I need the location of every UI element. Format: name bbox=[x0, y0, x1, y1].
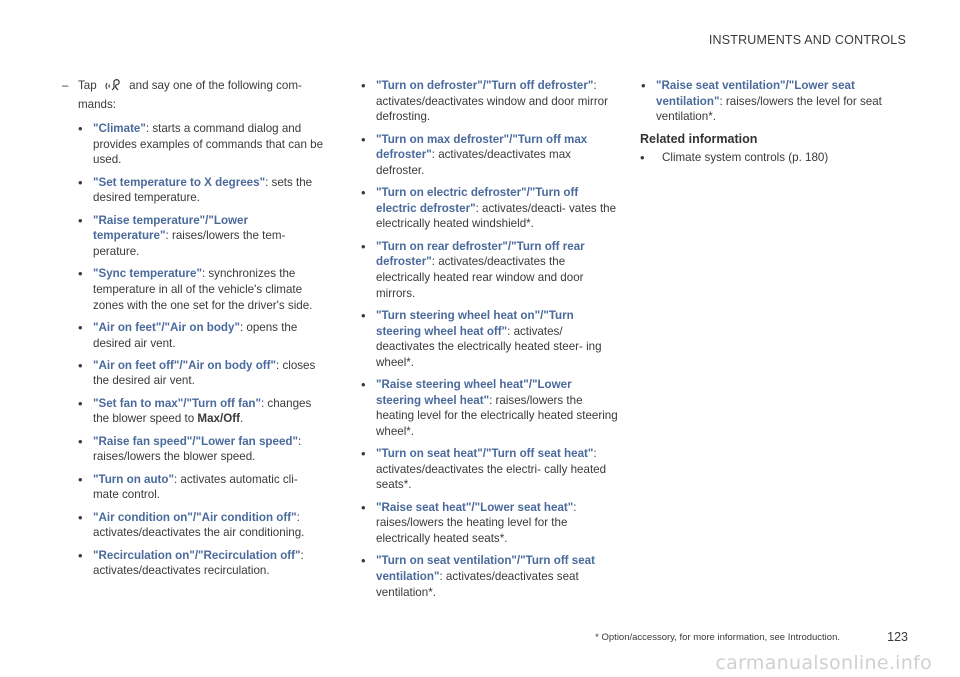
command-item bbox=[77, 472, 326, 503]
column-left bbox=[64, 78, 326, 586]
command-item bbox=[77, 434, 326, 465]
command-description: : sets the desired temperature. bbox=[93, 175, 313, 205]
voice-command: "Raise temperature"/"Lower temperature" bbox=[93, 213, 249, 243]
command-description: : activates/deactivates max defroster. bbox=[376, 148, 571, 177]
command-item bbox=[77, 510, 326, 541]
command-item bbox=[360, 500, 618, 547]
bullet-marker: • bbox=[78, 212, 83, 228]
bullet-marker: • bbox=[361, 553, 366, 569]
bullet-marker: • bbox=[78, 471, 83, 487]
command-item bbox=[360, 377, 618, 439]
voice-command: "Turn on rear defroster"/"Turn off rear defroster" bbox=[376, 239, 585, 269]
bullet-marker: • bbox=[78, 509, 83, 525]
voice-command: "Air on feet off"/"Air on body off" bbox=[93, 358, 276, 372]
footnote: * Option/accessory, for more information, see Introduction. bbox=[595, 632, 840, 643]
command-item bbox=[77, 121, 326, 168]
voice-command: "Sync temperature" bbox=[93, 267, 202, 281]
command-item bbox=[640, 78, 902, 125]
command-item bbox=[360, 308, 618, 370]
command-description: : starts a command dialog and provides examples of commands that can be used. bbox=[93, 122, 324, 167]
voice-command: "Raise seat heat"/"Lower seat heat" bbox=[376, 500, 574, 514]
command-description: : activates/deactivates the electrically heated rear window and door mirrors. bbox=[376, 255, 584, 300]
related-information-heading: Related information bbox=[640, 131, 758, 146]
command-item bbox=[360, 553, 618, 600]
bullet-marker: • bbox=[78, 395, 83, 411]
command-item bbox=[77, 358, 326, 389]
command-list-left bbox=[64, 121, 326, 579]
bullet-marker: • bbox=[78, 547, 83, 563]
bullet-marker: • bbox=[641, 78, 646, 93]
command-description-tail: . bbox=[239, 412, 244, 426]
bullet-marker: • bbox=[361, 377, 366, 393]
voice-control-icon bbox=[104, 78, 122, 97]
command-item bbox=[77, 213, 326, 260]
voice-command: "Air condition on"/"Air condition off" bbox=[93, 510, 297, 524]
bullet-marker: • bbox=[361, 238, 366, 254]
command-description: : activates/deactivates seat ventilation*. bbox=[376, 570, 579, 599]
command-item bbox=[360, 446, 618, 493]
command-description: : raises/lowers the tem- perature. bbox=[93, 229, 286, 258]
voice-command: "Turn on auto" bbox=[93, 472, 174, 486]
related-link-text[interactable]: Climate system controls (p. 180) bbox=[662, 151, 829, 165]
command-item bbox=[77, 548, 326, 579]
dash-marker: – bbox=[62, 79, 69, 92]
command-list-middle bbox=[360, 78, 618, 600]
bullet-marker: • bbox=[78, 121, 83, 137]
bullet-marker: • bbox=[640, 150, 645, 166]
command-item bbox=[360, 78, 618, 125]
voice-command: "Turn steering wheel heat on"/"Turn steering wheel heat off" bbox=[376, 308, 574, 338]
command-description: : activates/ deactivates the electrically heated steer- ing wheel*. bbox=[376, 324, 602, 369]
bullet-marker: • bbox=[78, 266, 83, 282]
command-description: : closes the desired air vent. bbox=[93, 358, 316, 388]
voice-command: "Raise fan speed"/"Lower fan speed" bbox=[93, 434, 298, 448]
command-item bbox=[77, 320, 326, 351]
command-description: : changes the blower speed to bbox=[93, 396, 312, 426]
page-header-title: INSTRUMENTS AND CONTROLS bbox=[708, 33, 906, 47]
command-item bbox=[77, 396, 326, 427]
voice-command: "Turn on seat ventilation"/"Turn off seat ventilation" bbox=[376, 554, 595, 583]
voice-command: "Air on feet"/"Air on body" bbox=[93, 320, 240, 334]
bullet-marker: • bbox=[361, 78, 366, 93]
command-description: : synchronizes the temperature in all of the vehicle's climate zones with the one set for the driver's side. bbox=[93, 267, 313, 312]
page-number: 123 bbox=[887, 630, 908, 644]
watermark: carmanualsonline.info bbox=[715, 652, 932, 674]
bullet-marker: • bbox=[361, 307, 366, 323]
intro-paragraph bbox=[64, 78, 326, 112]
voice-command: "Recirculation on"/"Recirculation off" bbox=[93, 548, 301, 562]
bullet-marker: • bbox=[361, 131, 366, 147]
command-item bbox=[360, 239, 618, 301]
bullet-marker: • bbox=[361, 185, 366, 201]
setting-value: Max/Off bbox=[197, 412, 240, 426]
voice-command: "Climate" bbox=[93, 122, 146, 136]
column-middle bbox=[360, 78, 618, 607]
voice-command: "Turn on electric defroster"/"Turn off electric defroster" bbox=[376, 186, 579, 215]
voice-command: "Turn on seat heat"/"Turn off seat heat" bbox=[376, 447, 594, 461]
bullet-marker: • bbox=[361, 446, 366, 462]
command-description: : raises/lowers the heating level for the electrically heated seats*. bbox=[376, 500, 577, 546]
bullet-marker: • bbox=[78, 319, 83, 335]
voice-command: "Set fan to max"/"Turn off fan" bbox=[93, 396, 261, 410]
bullet-marker: • bbox=[78, 357, 83, 373]
bullet-marker: • bbox=[78, 174, 83, 190]
command-description: : raises/lowers the heating level for the electrically heated steering wheel*. bbox=[376, 393, 618, 438]
command-description: : activates/deactivates recirculation. bbox=[93, 548, 304, 578]
intro-before: Tap bbox=[78, 79, 97, 92]
command-description: : activates/deacti- vates the electrically heated windshield*. bbox=[376, 201, 617, 231]
command-description: : activates automatic cli- mate control. bbox=[93, 472, 298, 502]
intro-after: and say one of the following com- mands: bbox=[78, 79, 302, 111]
command-description: : activates/deactivates the electri- cally heated seats*. bbox=[376, 447, 607, 492]
voice-command: "Raise seat ventilation"/"Lower seat ventilation" bbox=[656, 79, 855, 108]
command-list-right bbox=[640, 78, 902, 125]
command-item bbox=[360, 132, 618, 179]
related-link[interactable] bbox=[640, 150, 902, 166]
command-description: : raises/lowers the level for seat ventilation*. bbox=[656, 94, 882, 124]
command-description: : raises/lowers the blower speed. bbox=[93, 434, 302, 464]
bullet-marker: • bbox=[361, 499, 366, 515]
command-item bbox=[360, 185, 618, 232]
command-description: : opens the desired air vent. bbox=[93, 320, 298, 350]
command-description: : activates/deactivates window and door mirror defrosting. bbox=[376, 79, 608, 124]
command-description: : activates/deactivates the air conditioning. bbox=[93, 510, 305, 540]
column-right bbox=[640, 78, 902, 166]
command-item bbox=[77, 175, 326, 206]
voice-command: "Raise steering wheel heat"/"Lower steering wheel heat" bbox=[376, 378, 572, 407]
bullet-marker: • bbox=[78, 433, 83, 449]
voice-command: "Set temperature to X degrees" bbox=[93, 175, 266, 189]
voice-command: "Turn on max defroster"/"Turn off max defroster" bbox=[376, 132, 588, 162]
command-item bbox=[77, 266, 326, 313]
voice-command: "Turn on defroster"/"Turn off defroster" bbox=[376, 79, 594, 92]
